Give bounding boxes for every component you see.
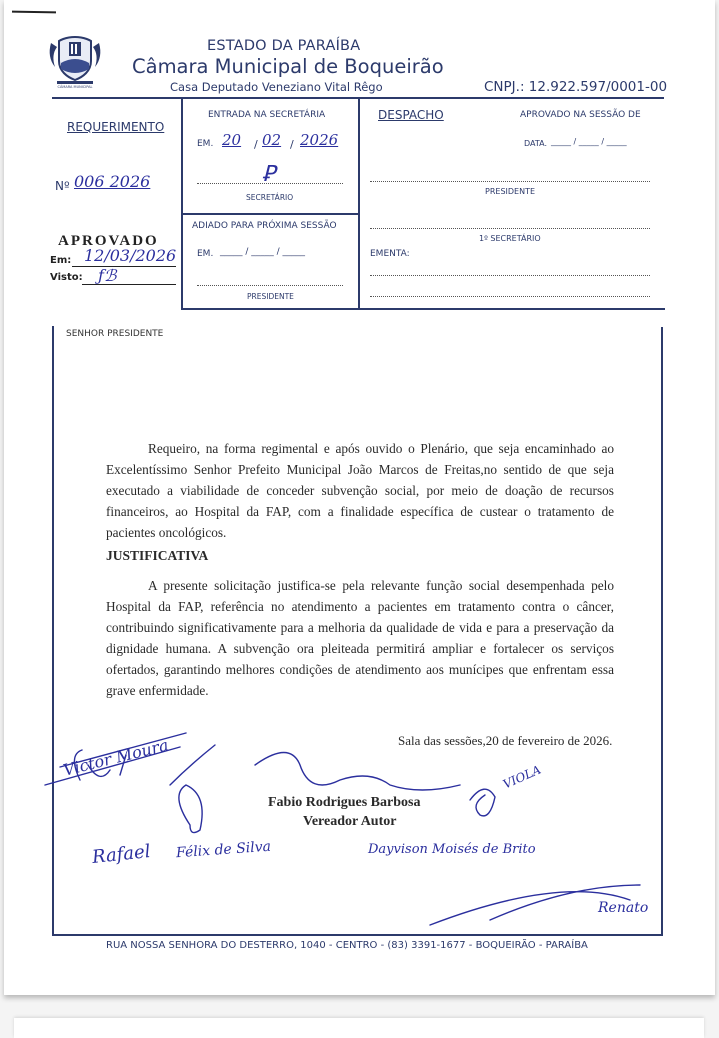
despacho-data-label: DATA.	[524, 139, 548, 148]
header-state: ESTADO DA PARAÍBA	[207, 38, 361, 54]
numero-value: 006 2026	[74, 172, 151, 191]
paragraph-text: A presente solicitação justifica-se pela relevante função social desempenhada pelo Hospital da FAP, referência no atendimento a pacientes em tratamento contra o câncer, contribuindo significativamente para a melhoria da qualidade de vida e para a preservação da dignidade humana. A subvenção ora pleiteada permitirá ampliar e fortalecer os serviços ofertados, garantindo melhores condições de atendimento aos munícipes que enfrentam essa grave enfermidade.	[106, 578, 614, 698]
despacho-presidente: PRESIDENTE	[485, 187, 536, 196]
header-cnpj: CNPJ.: 12.922.597/0001-00	[484, 79, 668, 95]
grid-divider	[181, 98, 183, 310]
despacho-ementa: EMENTA:	[370, 249, 410, 259]
ementa-line	[370, 275, 650, 276]
signature-line	[370, 228, 650, 229]
entrada-secretario: SECRETÁRIO	[246, 193, 294, 202]
adiado-presidente: PRESIDENTE	[247, 292, 294, 301]
signature-victor: Victor Moura	[61, 735, 171, 780]
place-date: Sala das sessões,20 de fevereiro de 2026.	[398, 733, 613, 748]
visto-label: Visto:	[50, 272, 83, 283]
aprovado-em-label: Em:	[50, 255, 72, 266]
grid-divider	[181, 213, 359, 215]
footer-address: RUA NOSSA SENHORA DO DESTERRO, 1040 - CENTRO - (83) 3391-1677 - BOQUEIRÃO - PARAÍBA	[106, 940, 588, 951]
aprovado-stamp: APROVADO	[58, 233, 159, 249]
despacho-title: DESPACHO	[378, 108, 444, 122]
author-name: Fabio Rodrigues Barbosa	[268, 795, 421, 810]
requerimento-label: REQUERIMENTO	[67, 120, 165, 134]
entrada-em-label: EM.	[197, 139, 214, 149]
entrada-year: 2026	[300, 131, 339, 149]
signature-viola: VIOLA	[500, 762, 544, 792]
svg-text:CÂMARA MUNICIPAL: CÂMARA MUNICIPAL	[57, 85, 93, 89]
despacho-secretario: 1º SECRETÁRIO	[479, 234, 541, 243]
salutation: SENHOR PRESIDENTE	[66, 329, 164, 339]
grid-divider	[358, 98, 360, 310]
signature-renato: Renato	[598, 900, 649, 916]
numero-prefix: Nº	[55, 179, 70, 193]
aprovado-em-line	[72, 266, 176, 267]
aprovado-em-value: 12/03/2026	[84, 246, 177, 265]
adiado-title: ADIADO PARA PRÓXIMA SESSÃO	[192, 221, 337, 231]
date-separator: /	[290, 138, 294, 151]
signature-line	[370, 181, 650, 182]
aprovado-sessao-label: APROVADO NA SESSÃO DE	[520, 110, 641, 120]
paragraph-text: Requeiro, na forma regimental e após ouvido o Plenário, que seja encaminhado ao Excelentíssimo Senhor Prefeito Municipal João Marcos de Freitas,no sentido de que seja executado a viabilidade de conceder subvenção social, por meio de doação de recursos financeiros, ao Hospital da FAP, com a finalidade específica de custear o tratamento de pacientes oncológicos.	[106, 441, 614, 540]
visto-line	[82, 284, 176, 285]
ementa-line	[370, 296, 650, 297]
entrada-month: 02	[262, 131, 282, 149]
header-chamber: Câmara Municipal de Boqueirão	[132, 55, 444, 78]
justificativa-title: JUSTIFICATIVA	[106, 548, 209, 563]
date-separator: /	[254, 138, 258, 151]
despacho-date-blank: _____ / _____ / _____	[551, 137, 627, 146]
adiado-em-label: EM.	[197, 249, 214, 259]
entrada-title: ENTRADA NA SECRETÁRIA	[208, 110, 326, 120]
header-house: Casa Deputado Veneziano Vital Rêgo	[170, 80, 383, 94]
signature-rafael: Rafael	[91, 841, 152, 868]
signature-dayvison: Dayvison Moisés de Brito	[368, 842, 536, 857]
justification-paragraph	[106, 575, 614, 701]
secretario-signature: Ꝑ	[262, 162, 276, 187]
visto-signature: ƒℬ	[98, 266, 117, 285]
request-paragraph	[106, 438, 614, 543]
grid-bottom-rule	[181, 308, 665, 310]
signature-felix: Félix de Silva	[175, 838, 272, 862]
entrada-day: 20	[222, 131, 242, 149]
author-role: Vereador Autor	[303, 814, 397, 829]
chamber-logo-icon	[45, 33, 105, 91]
next-page-edge	[14, 1018, 704, 1038]
adiado-date-blank: _____ / _____ / _____	[220, 247, 306, 257]
signature-line	[197, 285, 343, 286]
